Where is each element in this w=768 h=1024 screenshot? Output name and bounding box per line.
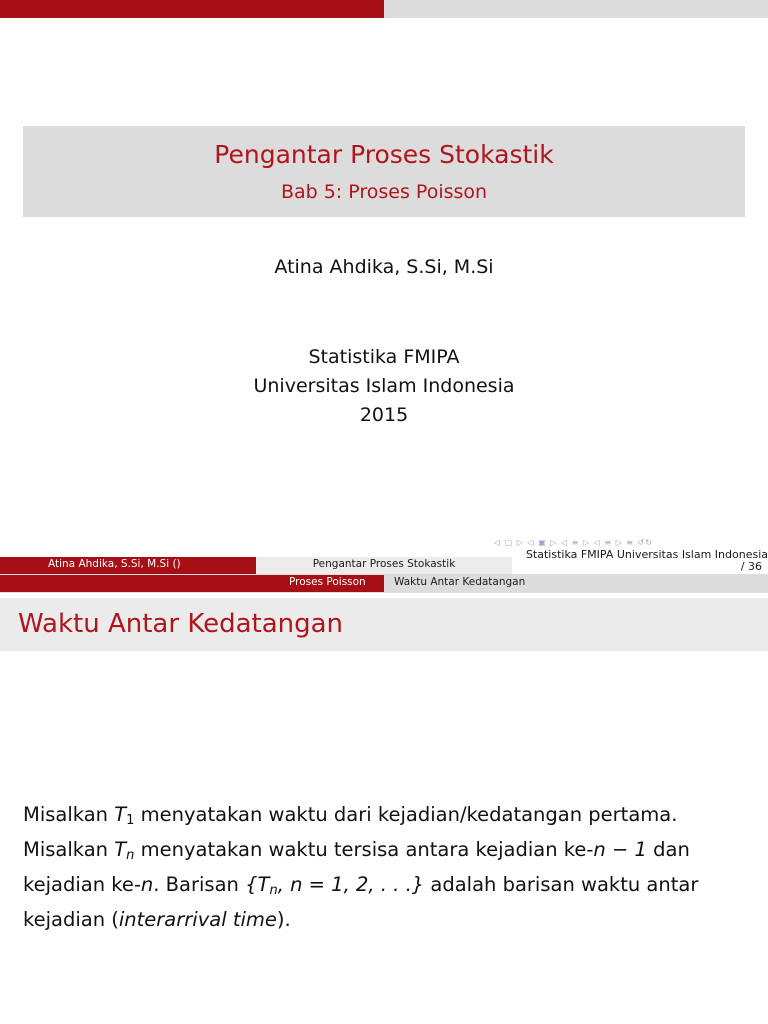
math-set-rest: , n = 1, 2, . . .} [277,873,425,896]
author-name: Atina Ahdika, S.Si, M.Si [274,256,494,278]
presentation-subtitle: Bab 5: Proses Poisson [280,181,488,203]
navigation-symbols[interactable]: ◁ ▢ ▷ ◁ ▣ ▷ ◁ ≡ ▷ ◁ ≡ ▷ ≡ ↺↻ [494,538,653,547]
institute-line-3: 2015 [359,404,409,426]
presentation-title: Pengantar Proses Stokastik [214,140,554,169]
text-kejadian-paren: kejadian ( [23,908,119,931]
text-line2: menyatakan waktu tersisa antara kejadian ke- [140,838,594,861]
text-interarrival-time: interarrival time [118,908,277,931]
footer-page-number: / 36 [740,560,762,573]
text-dan: dan [653,838,690,861]
top-bar-remaining [384,0,768,18]
math-subscript-n: n [269,883,278,898]
text-barisan: . Barisan [153,873,239,896]
section-nav-section[interactable]: Proses Poisson [289,576,366,588]
footer-institute: Statistika FMIPA Universitas Islam Indonesia [525,548,768,561]
math-subscript-n: n [126,848,135,863]
body-paragraph [23,800,743,934]
math-T: T [114,838,127,861]
math-T: T [114,803,127,826]
math-subscript-1: 1 [126,813,135,828]
math-set-open: {T [245,873,270,896]
institute-line-1: Statistika FMIPA [308,346,460,368]
institute-line-2: Universitas Islam Indonesia [253,375,515,397]
top-bar-progress [0,0,384,18]
text-misalkan: Misalkan [23,838,109,861]
frame-title: Waktu Antar Kedatangan [18,609,344,639]
text-close: ). [276,908,291,931]
text-misalkan: Misalkan [23,803,109,826]
footer-author: Atina Ahdika, S.Si, M.Si () [48,558,181,570]
footer-title: Pengantar Proses Stokastik [312,558,456,570]
text-line1: menyatakan waktu dari kejadian/kedatangan pertama. [140,803,678,826]
section-nav-subsection[interactable]: Waktu Antar Kedatangan [394,576,526,588]
math-n-minus-1: n − 1 [593,838,647,861]
text-kejadian-ke: kejadian ke- [23,873,141,896]
text-adalah: adalah barisan waktu antar [430,873,699,896]
math-n: n [140,873,154,896]
